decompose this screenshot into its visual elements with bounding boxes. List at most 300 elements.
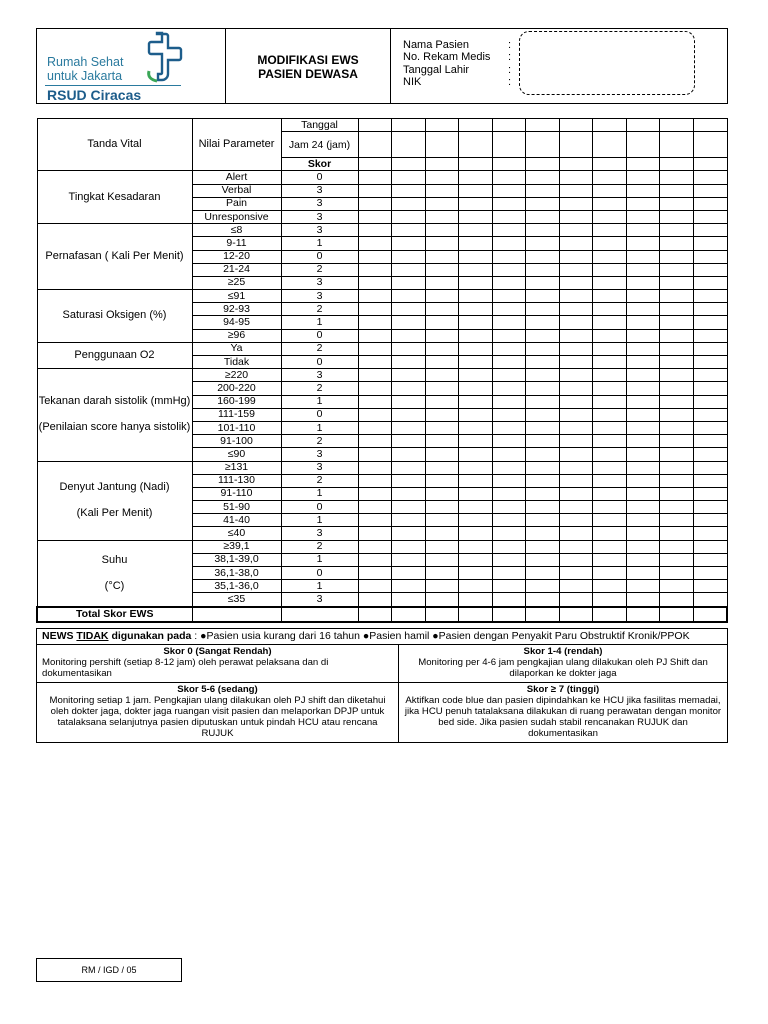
entry-cell[interactable]	[693, 514, 727, 527]
entry-cell[interactable]	[626, 184, 660, 197]
entry-cell[interactable]	[492, 263, 526, 276]
entry-cell[interactable]	[392, 567, 426, 580]
entry-cell[interactable]	[660, 210, 694, 223]
entry-cell[interactable]	[593, 250, 627, 263]
entry-cell[interactable]	[425, 263, 459, 276]
entry-cell[interactable]	[459, 540, 493, 553]
entry-cell[interactable]	[425, 527, 459, 540]
entry-cell[interactable]	[693, 527, 727, 540]
entry-cell[interactable]	[459, 382, 493, 395]
entry-cell[interactable]	[492, 514, 526, 527]
entry-cell[interactable]	[459, 448, 493, 461]
entry-cell[interactable]	[626, 567, 660, 580]
entry-cell[interactable]	[693, 395, 727, 408]
entry-cell[interactable]	[392, 435, 426, 448]
entry-cell[interactable]	[526, 224, 560, 237]
entry-cell[interactable]	[459, 421, 493, 434]
entry-cell[interactable]	[626, 329, 660, 342]
entry-cell[interactable]	[693, 553, 727, 566]
entry-cell[interactable]	[693, 184, 727, 197]
total-entry-cell[interactable]	[425, 607, 459, 622]
entry-cell[interactable]	[660, 158, 694, 171]
entry-cell[interactable]	[559, 567, 593, 580]
entry-cell[interactable]	[626, 487, 660, 500]
entry-cell[interactable]	[593, 224, 627, 237]
entry-cell[interactable]	[693, 119, 727, 132]
entry-cell[interactable]	[660, 487, 694, 500]
entry-cell[interactable]	[425, 119, 459, 132]
entry-cell[interactable]	[660, 593, 694, 607]
entry-cell[interactable]	[693, 421, 727, 434]
entry-cell[interactable]	[626, 132, 660, 158]
entry-cell[interactable]	[660, 276, 694, 289]
entry-cell[interactable]	[492, 237, 526, 250]
entry-cell[interactable]	[492, 580, 526, 593]
entry-cell[interactable]	[392, 408, 426, 421]
entry-cell[interactable]	[526, 514, 560, 527]
entry-cell[interactable]	[660, 448, 694, 461]
entry-cell[interactable]	[358, 158, 392, 171]
entry-cell[interactable]	[593, 171, 627, 184]
entry-cell[interactable]	[358, 527, 392, 540]
entry-cell[interactable]	[559, 501, 593, 514]
entry-cell[interactable]	[593, 408, 627, 421]
entry-cell[interactable]	[392, 421, 426, 434]
entry-cell[interactable]	[559, 303, 593, 316]
entry-cell[interactable]	[526, 567, 560, 580]
entry-cell[interactable]	[492, 408, 526, 421]
entry-cell[interactable]	[358, 237, 392, 250]
entry-cell[interactable]	[660, 316, 694, 329]
entry-cell[interactable]	[492, 501, 526, 514]
entry-cell[interactable]	[559, 224, 593, 237]
entry-cell[interactable]	[425, 290, 459, 303]
entry-cell[interactable]	[693, 158, 727, 171]
entry-cell[interactable]	[660, 171, 694, 184]
entry-cell[interactable]	[392, 132, 426, 158]
entry-cell[interactable]	[459, 474, 493, 487]
entry-cell[interactable]	[459, 329, 493, 342]
entry-cell[interactable]	[626, 356, 660, 369]
entry-cell[interactable]	[492, 421, 526, 434]
entry-cell[interactable]	[526, 474, 560, 487]
entry-cell[interactable]	[492, 329, 526, 342]
entry-cell[interactable]	[559, 250, 593, 263]
entry-cell[interactable]	[526, 342, 560, 355]
entry-cell[interactable]	[660, 263, 694, 276]
entry-cell[interactable]	[626, 276, 660, 289]
entry-cell[interactable]	[492, 316, 526, 329]
entry-cell[interactable]	[593, 553, 627, 566]
entry-cell[interactable]	[693, 342, 727, 355]
entry-cell[interactable]	[492, 276, 526, 289]
total-entry-cell[interactable]	[626, 607, 660, 622]
entry-cell[interactable]	[626, 474, 660, 487]
entry-cell[interactable]	[358, 329, 392, 342]
entry-cell[interactable]	[459, 369, 493, 382]
entry-cell[interactable]	[392, 197, 426, 210]
entry-cell[interactable]	[358, 263, 392, 276]
entry-cell[interactable]	[526, 132, 560, 158]
entry-cell[interactable]	[392, 316, 426, 329]
entry-cell[interactable]	[559, 158, 593, 171]
entry-cell[interactable]	[593, 197, 627, 210]
entry-cell[interactable]	[425, 580, 459, 593]
entry-cell[interactable]	[593, 540, 627, 553]
entry-cell[interactable]	[559, 487, 593, 500]
entry-cell[interactable]	[593, 474, 627, 487]
entry-cell[interactable]	[459, 132, 493, 158]
entry-cell[interactable]	[459, 210, 493, 223]
entry-cell[interactable]	[425, 210, 459, 223]
entry-cell[interactable]	[392, 474, 426, 487]
entry-cell[interactable]	[626, 448, 660, 461]
entry-cell[interactable]	[459, 461, 493, 474]
entry-cell[interactable]	[693, 303, 727, 316]
entry-cell[interactable]	[358, 461, 392, 474]
entry-cell[interactable]	[492, 567, 526, 580]
entry-cell[interactable]	[559, 382, 593, 395]
entry-cell[interactable]	[392, 171, 426, 184]
entry-cell[interactable]	[593, 158, 627, 171]
entry-cell[interactable]	[459, 237, 493, 250]
entry-cell[interactable]	[526, 593, 560, 607]
entry-cell[interactable]	[526, 553, 560, 566]
entry-cell[interactable]	[358, 567, 392, 580]
entry-cell[interactable]	[459, 276, 493, 289]
entry-cell[interactable]	[425, 356, 459, 369]
entry-cell[interactable]	[425, 303, 459, 316]
entry-cell[interactable]	[358, 184, 392, 197]
entry-cell[interactable]	[693, 580, 727, 593]
entry-cell[interactable]	[593, 593, 627, 607]
entry-cell[interactable]	[626, 580, 660, 593]
entry-cell[interactable]	[626, 197, 660, 210]
entry-cell[interactable]	[626, 119, 660, 132]
entry-cell[interactable]	[425, 250, 459, 263]
entry-cell[interactable]	[492, 435, 526, 448]
entry-cell[interactable]	[626, 158, 660, 171]
entry-cell[interactable]	[559, 369, 593, 382]
entry-cell[interactable]	[693, 132, 727, 158]
entry-cell[interactable]	[492, 132, 526, 158]
entry-cell[interactable]	[358, 197, 392, 210]
entry-cell[interactable]	[492, 553, 526, 566]
entry-cell[interactable]	[459, 408, 493, 421]
entry-cell[interactable]	[693, 356, 727, 369]
entry-cell[interactable]	[626, 303, 660, 316]
total-entry-cell[interactable]	[693, 607, 727, 622]
entry-cell[interactable]	[358, 210, 392, 223]
entry-cell[interactable]	[660, 369, 694, 382]
total-entry-cell[interactable]	[358, 607, 392, 622]
entry-cell[interactable]	[559, 316, 593, 329]
entry-cell[interactable]	[459, 197, 493, 210]
entry-cell[interactable]	[358, 119, 392, 132]
entry-cell[interactable]	[559, 540, 593, 553]
entry-cell[interactable]	[559, 171, 593, 184]
entry-cell[interactable]	[425, 461, 459, 474]
entry-cell[interactable]	[660, 237, 694, 250]
entry-cell[interactable]	[559, 329, 593, 342]
entry-cell[interactable]	[425, 408, 459, 421]
entry-cell[interactable]	[526, 119, 560, 132]
entry-cell[interactable]	[392, 224, 426, 237]
entry-cell[interactable]	[626, 593, 660, 607]
entry-cell[interactable]	[392, 580, 426, 593]
entry-cell[interactable]	[526, 421, 560, 434]
entry-cell[interactable]	[626, 342, 660, 355]
entry-cell[interactable]	[593, 435, 627, 448]
entry-cell[interactable]	[459, 567, 493, 580]
entry-cell[interactable]	[693, 501, 727, 514]
entry-cell[interactable]	[559, 263, 593, 276]
entry-cell[interactable]	[459, 119, 493, 132]
entry-cell[interactable]	[459, 342, 493, 355]
entry-cell[interactable]	[425, 342, 459, 355]
entry-cell[interactable]	[626, 435, 660, 448]
entry-cell[interactable]	[425, 553, 459, 566]
entry-cell[interactable]	[459, 316, 493, 329]
entry-cell[interactable]	[358, 514, 392, 527]
entry-cell[interactable]	[660, 224, 694, 237]
entry-cell[interactable]	[693, 435, 727, 448]
entry-cell[interactable]	[358, 487, 392, 500]
entry-cell[interactable]	[425, 448, 459, 461]
entry-cell[interactable]	[626, 316, 660, 329]
entry-cell[interactable]	[660, 474, 694, 487]
entry-cell[interactable]	[593, 263, 627, 276]
entry-cell[interactable]	[392, 329, 426, 342]
entry-cell[interactable]	[559, 210, 593, 223]
entry-cell[interactable]	[492, 540, 526, 553]
entry-cell[interactable]	[392, 448, 426, 461]
entry-cell[interactable]	[559, 356, 593, 369]
entry-cell[interactable]	[660, 540, 694, 553]
entry-cell[interactable]	[593, 303, 627, 316]
entry-cell[interactable]	[459, 263, 493, 276]
total-entry-cell[interactable]	[459, 607, 493, 622]
entry-cell[interactable]	[626, 540, 660, 553]
entry-cell[interactable]	[593, 184, 627, 197]
entry-cell[interactable]	[660, 250, 694, 263]
entry-cell[interactable]	[660, 435, 694, 448]
entry-cell[interactable]	[358, 250, 392, 263]
entry-cell[interactable]	[693, 461, 727, 474]
total-entry-cell[interactable]	[593, 607, 627, 622]
entry-cell[interactable]	[459, 593, 493, 607]
entry-cell[interactable]	[559, 435, 593, 448]
entry-cell[interactable]	[492, 171, 526, 184]
entry-cell[interactable]	[358, 501, 392, 514]
entry-cell[interactable]	[492, 119, 526, 132]
entry-cell[interactable]	[358, 435, 392, 448]
entry-cell[interactable]	[626, 290, 660, 303]
entry-cell[interactable]	[626, 408, 660, 421]
entry-cell[interactable]	[660, 329, 694, 342]
entry-cell[interactable]	[693, 290, 727, 303]
entry-cell[interactable]	[392, 276, 426, 289]
entry-cell[interactable]	[660, 527, 694, 540]
entry-cell[interactable]	[693, 448, 727, 461]
entry-cell[interactable]	[593, 501, 627, 514]
total-entry-cell[interactable]	[526, 607, 560, 622]
entry-cell[interactable]	[526, 197, 560, 210]
entry-cell[interactable]	[425, 421, 459, 434]
entry-cell[interactable]	[425, 316, 459, 329]
entry-cell[interactable]	[693, 382, 727, 395]
entry-cell[interactable]	[425, 593, 459, 607]
entry-cell[interactable]	[392, 356, 426, 369]
entry-cell[interactable]	[459, 435, 493, 448]
entry-cell[interactable]	[626, 553, 660, 566]
entry-cell[interactable]	[358, 448, 392, 461]
entry-cell[interactable]	[526, 356, 560, 369]
entry-cell[interactable]	[626, 369, 660, 382]
entry-cell[interactable]	[526, 316, 560, 329]
entry-cell[interactable]	[559, 580, 593, 593]
entry-cell[interactable]	[626, 514, 660, 527]
total-entry-cell[interactable]	[392, 607, 426, 622]
entry-cell[interactable]	[526, 369, 560, 382]
entry-cell[interactable]	[593, 487, 627, 500]
entry-cell[interactable]	[559, 290, 593, 303]
entry-cell[interactable]	[358, 303, 392, 316]
entry-cell[interactable]	[459, 356, 493, 369]
entry-cell[interactable]	[693, 474, 727, 487]
entry-cell[interactable]	[660, 303, 694, 316]
entry-cell[interactable]	[425, 501, 459, 514]
entry-cell[interactable]	[358, 224, 392, 237]
entry-cell[interactable]	[593, 119, 627, 132]
entry-cell[interactable]	[693, 224, 727, 237]
entry-cell[interactable]	[526, 276, 560, 289]
entry-cell[interactable]	[492, 395, 526, 408]
entry-cell[interactable]	[392, 303, 426, 316]
entry-cell[interactable]	[559, 514, 593, 527]
entry-cell[interactable]	[660, 567, 694, 580]
entry-cell[interactable]	[425, 474, 459, 487]
entry-cell[interactable]	[593, 567, 627, 580]
entry-cell[interactable]	[459, 158, 493, 171]
entry-cell[interactable]	[358, 421, 392, 434]
entry-cell[interactable]	[492, 593, 526, 607]
entry-cell[interactable]	[392, 237, 426, 250]
entry-cell[interactable]	[425, 329, 459, 342]
entry-cell[interactable]	[526, 448, 560, 461]
entry-cell[interactable]	[626, 421, 660, 434]
entry-cell[interactable]	[660, 514, 694, 527]
entry-cell[interactable]	[425, 132, 459, 158]
entry-cell[interactable]	[526, 171, 560, 184]
entry-cell[interactable]	[358, 553, 392, 566]
entry-cell[interactable]	[425, 369, 459, 382]
entry-cell[interactable]	[425, 276, 459, 289]
entry-cell[interactable]	[459, 303, 493, 316]
entry-cell[interactable]	[660, 119, 694, 132]
entry-cell[interactable]	[526, 408, 560, 421]
entry-cell[interactable]	[358, 356, 392, 369]
entry-cell[interactable]	[392, 527, 426, 540]
entry-cell[interactable]	[626, 171, 660, 184]
entry-cell[interactable]	[459, 250, 493, 263]
entry-cell[interactable]	[593, 342, 627, 355]
entry-cell[interactable]	[526, 303, 560, 316]
entry-cell[interactable]	[660, 421, 694, 434]
entry-cell[interactable]	[358, 593, 392, 607]
entry-cell[interactable]	[693, 171, 727, 184]
entry-cell[interactable]	[392, 514, 426, 527]
entry-cell[interactable]	[392, 369, 426, 382]
entry-cell[interactable]	[492, 474, 526, 487]
entry-cell[interactable]	[693, 197, 727, 210]
entry-cell[interactable]	[425, 435, 459, 448]
entry-cell[interactable]	[358, 290, 392, 303]
entry-cell[interactable]	[392, 553, 426, 566]
entry-cell[interactable]	[559, 197, 593, 210]
entry-cell[interactable]	[559, 421, 593, 434]
total-skor-cell[interactable]	[281, 607, 358, 622]
entry-cell[interactable]	[526, 290, 560, 303]
entry-cell[interactable]	[693, 408, 727, 421]
entry-cell[interactable]	[392, 487, 426, 500]
entry-cell[interactable]	[593, 514, 627, 527]
entry-cell[interactable]	[526, 237, 560, 250]
entry-cell[interactable]	[660, 197, 694, 210]
entry-cell[interactable]	[693, 540, 727, 553]
entry-cell[interactable]	[593, 421, 627, 434]
entry-cell[interactable]	[559, 408, 593, 421]
entry-cell[interactable]	[459, 527, 493, 540]
entry-cell[interactable]	[358, 395, 392, 408]
entry-cell[interactable]	[425, 158, 459, 171]
entry-cell[interactable]	[492, 250, 526, 263]
entry-cell[interactable]	[492, 382, 526, 395]
entry-cell[interactable]	[626, 501, 660, 514]
entry-cell[interactable]	[593, 580, 627, 593]
entry-cell[interactable]	[559, 474, 593, 487]
entry-cell[interactable]	[559, 448, 593, 461]
entry-cell[interactable]	[660, 290, 694, 303]
entry-cell[interactable]	[593, 316, 627, 329]
entry-cell[interactable]	[559, 593, 593, 607]
entry-cell[interactable]	[626, 224, 660, 237]
entry-cell[interactable]	[392, 461, 426, 474]
entry-cell[interactable]	[693, 567, 727, 580]
entry-cell[interactable]	[526, 158, 560, 171]
entry-cell[interactable]	[425, 184, 459, 197]
entry-cell[interactable]	[626, 210, 660, 223]
entry-cell[interactable]	[593, 527, 627, 540]
entry-cell[interactable]	[559, 553, 593, 566]
entry-cell[interactable]	[425, 487, 459, 500]
entry-cell[interactable]	[392, 342, 426, 355]
entry-cell[interactable]	[559, 395, 593, 408]
entry-cell[interactable]	[425, 237, 459, 250]
entry-cell[interactable]	[492, 184, 526, 197]
entry-cell[interactable]	[492, 210, 526, 223]
entry-cell[interactable]	[593, 395, 627, 408]
entry-cell[interactable]	[559, 461, 593, 474]
entry-cell[interactable]	[492, 290, 526, 303]
entry-cell[interactable]	[660, 356, 694, 369]
entry-cell[interactable]	[425, 197, 459, 210]
entry-cell[interactable]	[358, 474, 392, 487]
entry-cell[interactable]	[693, 250, 727, 263]
entry-cell[interactable]	[593, 210, 627, 223]
entry-cell[interactable]	[492, 448, 526, 461]
entry-cell[interactable]	[459, 224, 493, 237]
